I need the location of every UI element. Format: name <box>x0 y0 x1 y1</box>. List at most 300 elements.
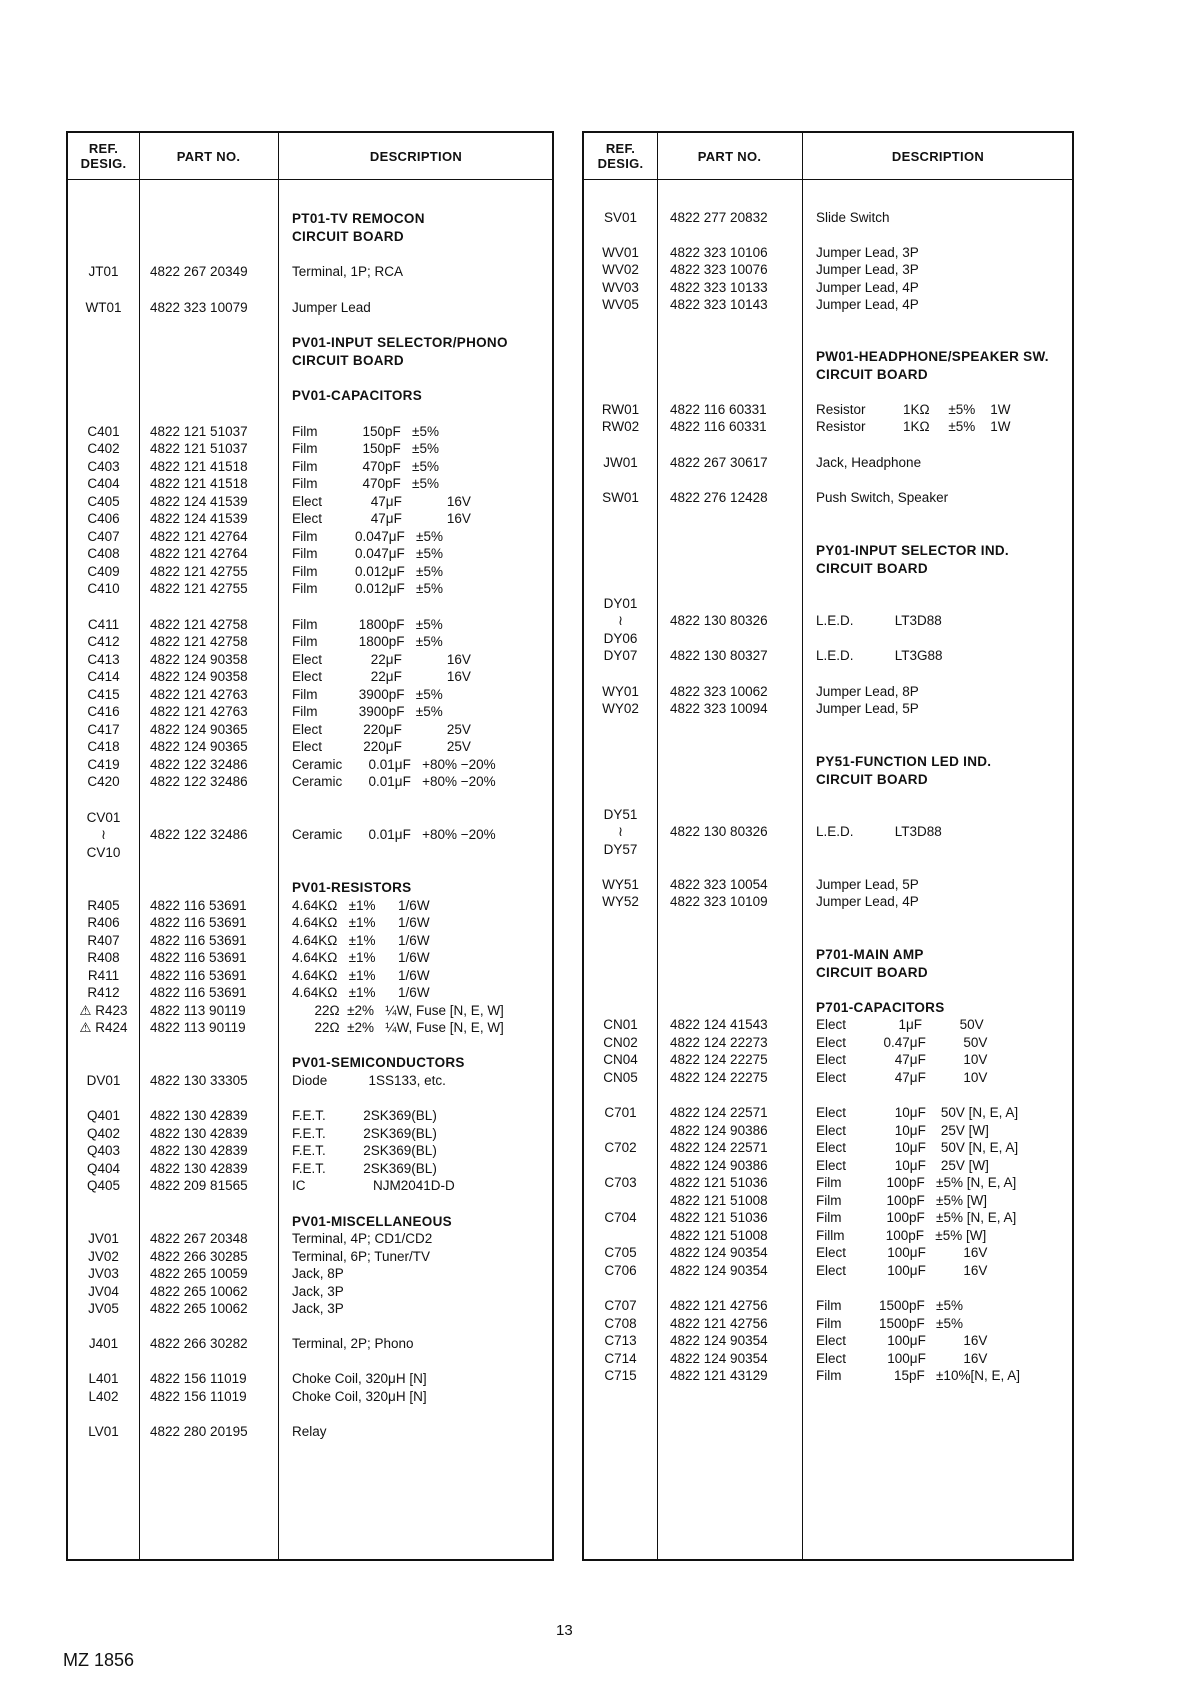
page-number: 13 <box>556 1622 573 1639</box>
description: F.E.T. 2SK369(BL) <box>292 1126 437 1141</box>
description: Slide Switch <box>816 210 890 225</box>
section-heading-row <box>68 334 552 352</box>
parts-row <box>584 1244 1072 1262</box>
parts-row <box>584 1157 1072 1175</box>
description: Elect 100μF 16V <box>816 1333 988 1348</box>
parts-row <box>584 454 1072 472</box>
ref-desig: C715 <box>604 1368 637 1383</box>
description: Elect 1μF 50V <box>816 1017 984 1032</box>
parts-row <box>584 401 1072 419</box>
description: Relay <box>292 1424 327 1439</box>
description: Film 150pF ±5% <box>292 424 439 439</box>
section-heading-row <box>584 366 1072 384</box>
description: Film 0.012μF ±5% <box>292 564 443 579</box>
parts-row <box>68 1283 552 1301</box>
section-heading: PV01-CAPACITORS <box>292 388 423 403</box>
part-number: 4822 124 90365 <box>150 722 248 737</box>
ref-desig: SV01 <box>603 210 638 225</box>
description: 4.64KΩ ±1% 1/6W <box>292 915 430 930</box>
ref-desig: C411 <box>87 617 120 632</box>
ref-desig: C409 <box>87 564 120 579</box>
ref-desig: C410 <box>87 581 120 596</box>
parts-row <box>584 1332 1072 1350</box>
part-number: 4822 124 90358 <box>150 669 248 684</box>
part-number: 4822 121 42758 <box>150 634 248 649</box>
description: Terminal, 4P; CD1/CD2 <box>292 1231 433 1246</box>
description: Elect 10μF 50V [N, E, A] <box>816 1105 1019 1120</box>
parts-row <box>584 244 1072 262</box>
parts-row <box>584 261 1072 279</box>
ref-desig: Q405 <box>86 1178 121 1193</box>
parts-row <box>584 876 1072 894</box>
ref-desig: SW01 <box>602 490 639 505</box>
parts-row <box>68 458 552 476</box>
parts-row <box>584 1034 1072 1052</box>
parts-row <box>68 949 552 967</box>
description: Jack, 8P <box>292 1266 344 1281</box>
parts-row <box>68 809 552 827</box>
part-number: 4822 121 42758 <box>150 617 248 632</box>
part-number: 4822 124 22275 <box>670 1052 768 1067</box>
parts-row <box>584 279 1072 297</box>
header-ref-desig: REF. DESIG. <box>80 141 127 171</box>
part-number: 4822 121 51036 <box>670 1175 768 1190</box>
description: Elect 100μF 16V <box>816 1263 988 1278</box>
part-number: 4822 121 42763 <box>150 687 248 702</box>
ref-desig: CN04 <box>603 1052 638 1067</box>
ref-desig: CV10 <box>86 845 121 860</box>
section-heading: PV01-RESISTORS <box>292 880 412 895</box>
ref-desig: RW01 <box>601 402 640 417</box>
part-number: 4822 266 30282 <box>150 1336 248 1351</box>
part-number: 4822 124 41539 <box>150 494 248 509</box>
part-number: 4822 323 10109 <box>670 894 768 909</box>
ref-desig: C418 <box>87 739 120 754</box>
parts-row <box>584 806 1072 824</box>
parts-row <box>68 773 552 791</box>
description: Choke Coil, 320μH [N] <box>292 1371 427 1386</box>
ref-desig: C415 <box>87 687 120 702</box>
parts-row <box>584 1139 1072 1157</box>
part-number: 4822 116 60331 <box>670 402 767 417</box>
parts-row <box>584 1262 1072 1280</box>
part-number: 4822 121 42764 <box>150 546 248 561</box>
part-number: 4822 116 53691 <box>150 950 247 965</box>
ref-desig: WV03 <box>602 280 639 295</box>
ref-desig: C708 <box>604 1316 637 1331</box>
part-number: 4822 121 51008 <box>670 1228 768 1243</box>
description: Film 1800pF ±5% <box>292 617 443 632</box>
parts-row <box>68 756 552 774</box>
part-number: 4822 323 10062 <box>670 684 768 699</box>
description: 4.64KΩ ±1% 1/6W <box>292 985 430 1000</box>
part-number: 4822 124 22571 <box>670 1140 768 1155</box>
parts-row <box>68 616 552 634</box>
section-heading-row <box>68 210 552 228</box>
section-heading: PY51-FUNCTION LED IND. <box>816 754 992 769</box>
ref-desig: L402 <box>88 1389 119 1404</box>
ref-desig: LV01 <box>88 1424 119 1439</box>
ref-desig: L401 <box>88 1371 119 1386</box>
parts-row <box>68 475 552 493</box>
ref-desig: C402 <box>87 441 120 456</box>
parts-row <box>584 893 1072 911</box>
left-parts-table <box>66 131 554 1561</box>
ref-desig: C714 <box>604 1351 637 1366</box>
section-heading: CIRCUIT BOARD <box>816 772 928 787</box>
description: Resistor 1KΩ ±5% 1W <box>816 402 1011 417</box>
part-number: 4822 124 22571 <box>670 1105 768 1120</box>
ref-desig: DY06 <box>603 631 638 646</box>
part-number: 4822 124 90354 <box>670 1333 768 1348</box>
ref-desig: R411 <box>87 968 120 983</box>
parts-row <box>68 1160 552 1178</box>
description: Jumper Lead <box>292 300 371 315</box>
section-heading: CIRCUIT BOARD <box>816 367 928 382</box>
description: Film 100pF ±5% [W] <box>816 1193 987 1208</box>
description: Elect 47μF 16V <box>292 494 471 509</box>
parts-row <box>68 738 552 756</box>
parts-row <box>68 897 552 915</box>
description: Jumper Lead, 4P <box>816 280 919 295</box>
ref-desig: C705 <box>604 1245 637 1260</box>
part-number: 4822 130 80327 <box>670 648 768 663</box>
description: L.E.D. LT3G88 <box>816 648 943 663</box>
description: Ceramic 0.01μF +80% −20% <box>292 757 496 772</box>
description: F.E.T. 2SK369(BL) <box>292 1143 437 1158</box>
part-number: 4822 124 90386 <box>670 1158 768 1173</box>
ref-desig: ≀ <box>100 827 107 842</box>
description: Terminal, 6P; Tuner/TV <box>292 1249 431 1264</box>
description: Terminal, 2P; Phono <box>292 1336 414 1351</box>
part-number: 4822 113 90119 <box>150 1003 246 1018</box>
ref-desig: C706 <box>604 1263 637 1278</box>
header-divider <box>68 179 552 180</box>
parts-row <box>584 1192 1072 1210</box>
ref-desig: JV03 <box>88 1266 119 1281</box>
ref-desig: DY01 <box>603 596 638 611</box>
parts-row <box>584 1051 1072 1069</box>
description: Jumper Lead, 3P <box>816 262 919 277</box>
part-number: 4822 121 41518 <box>150 476 248 491</box>
ref-desig: R407 <box>87 933 120 948</box>
parts-row <box>68 1423 552 1441</box>
description: 4.64KΩ ±1% 1/6W <box>292 968 430 983</box>
part-number: 4822 265 10062 <box>150 1301 248 1316</box>
part-number: 4822 124 90354 <box>670 1351 768 1366</box>
ref-desig: ≀ <box>617 824 624 839</box>
description: Push Switch, Speaker <box>816 490 949 505</box>
part-number: 4822 130 42839 <box>150 1126 248 1141</box>
part-number: 4822 124 90354 <box>670 1263 768 1278</box>
parts-row <box>584 1367 1072 1385</box>
part-number: 4822 323 10143 <box>670 297 768 312</box>
header-description: DESCRIPTION <box>891 148 985 164</box>
parts-row <box>584 1315 1072 1333</box>
parts-row <box>68 686 552 704</box>
parts-row <box>68 510 552 528</box>
ref-desig: WV05 <box>602 297 639 312</box>
part-number: 4822 124 90365 <box>150 739 248 754</box>
header-divider <box>584 179 1072 180</box>
description: Film 100pF ±5% [N, E, A] <box>816 1175 1017 1190</box>
ref-desig: R408 <box>87 950 120 965</box>
ref-desig: C713 <box>604 1333 637 1348</box>
part-number: 4822 323 10079 <box>150 300 248 315</box>
parts-row <box>584 1122 1072 1140</box>
parts-row <box>68 967 552 985</box>
description: Film 3900pF ±5% <box>292 687 443 702</box>
ref-desig: C704 <box>604 1210 637 1225</box>
parts-row <box>584 1227 1072 1245</box>
ref-desig: C420 <box>87 774 120 789</box>
parts-row <box>584 595 1072 613</box>
description: Ceramic 0.01μF +80% −20% <box>292 774 496 789</box>
parts-row <box>68 263 552 281</box>
description: Jumper Lead, 5P <box>816 701 919 716</box>
section-heading-row <box>584 964 1072 982</box>
description: Elect 0.47μF 50V <box>816 1035 988 1050</box>
parts-row <box>68 563 552 581</box>
section-heading-row <box>68 387 552 405</box>
description: Film 150pF ±5% <box>292 441 439 456</box>
section-heading: P701-MAIN AMP <box>816 947 924 962</box>
ref-desig: RW02 <box>601 419 640 434</box>
description: Elect 10μF 25V [W] <box>816 1123 989 1138</box>
ref-desig: C707 <box>604 1298 637 1313</box>
part-number: 4822 121 42763 <box>150 704 248 719</box>
description: Jumper Lead, 3P <box>816 245 919 260</box>
header-description: DESCRIPTION <box>369 148 463 164</box>
section-heading: CIRCUIT BOARD <box>816 561 928 576</box>
description: Diode 1SS133, etc. <box>292 1073 446 1088</box>
description: IC NJM2041D-D <box>292 1178 455 1193</box>
ref-desig: ⚠ R424 <box>79 1020 128 1035</box>
parts-row <box>584 700 1072 718</box>
ref-desig: WV01 <box>602 245 639 260</box>
ref-desig: DY57 <box>603 842 638 857</box>
part-number: 4822 156 11019 <box>150 1371 247 1386</box>
ref-desig: C406 <box>87 511 120 526</box>
parts-row <box>68 668 552 686</box>
ref-desig: WY01 <box>602 684 639 699</box>
ref-desig: C412 <box>87 634 120 649</box>
parts-row <box>584 1209 1072 1227</box>
description: Ceramic 0.01μF +80% −20% <box>292 827 496 842</box>
parts-row <box>584 209 1072 227</box>
section-heading: PV01-INPUT SELECTOR/PHONO <box>292 335 508 350</box>
right-parts-table <box>582 131 1074 1561</box>
ref-desig: DV01 <box>86 1073 121 1088</box>
ref-desig: WY51 <box>602 877 639 892</box>
section-heading: PW01-HEADPHONE/SPEAKER SW. <box>816 349 1049 364</box>
parts-row <box>68 299 552 317</box>
parts-row <box>68 932 552 950</box>
ref-desig: JV01 <box>88 1231 119 1246</box>
description: Elect 100μF 16V <box>816 1351 988 1366</box>
ref-desig: Q403 <box>86 1143 121 1158</box>
ref-desig: JV04 <box>88 1284 119 1299</box>
part-number: 4822 209 81565 <box>150 1178 248 1193</box>
description: Film 1800pF ±5% <box>292 634 443 649</box>
part-number: 4822 121 41518 <box>150 459 248 474</box>
part-number: 4822 276 12428 <box>670 490 768 505</box>
section-heading: CIRCUIT BOARD <box>816 965 928 980</box>
description: Choke Coil, 320μH [N] <box>292 1389 427 1404</box>
parts-row <box>68 1335 552 1353</box>
part-number: 4822 323 10106 <box>670 245 768 260</box>
section-heading-row <box>68 1213 552 1231</box>
parts-row <box>584 823 1072 841</box>
parts-row <box>68 1265 552 1283</box>
description: Elect 47μF 10V <box>816 1052 988 1067</box>
parts-row <box>584 489 1072 507</box>
description: 4.64KΩ ±1% 1/6W <box>292 933 430 948</box>
parts-row <box>68 580 552 598</box>
section-heading: P701-CAPACITORS <box>816 1000 945 1015</box>
parts-row <box>68 1230 552 1248</box>
ref-desig: WT01 <box>85 300 122 315</box>
part-number: 4822 113 90119 <box>150 1020 246 1035</box>
parts-row <box>584 296 1072 314</box>
parts-row <box>68 1300 552 1318</box>
part-number: 4822 124 90358 <box>150 652 248 667</box>
part-number: 4822 116 53691 <box>150 933 247 948</box>
part-number: 4822 267 20348 <box>150 1231 248 1246</box>
description: Elect 220μF 25V <box>292 739 471 754</box>
ref-desig: WY52 <box>602 894 639 909</box>
ref-desig: C404 <box>87 476 120 491</box>
document-code: MZ 1856 <box>63 1650 135 1670</box>
ref-desig: ⚠ R423 <box>79 1003 128 1018</box>
description: F.E.T. 2SK369(BL) <box>292 1108 437 1123</box>
description: Film 0.047μF ±5% <box>292 529 443 544</box>
parts-row <box>68 721 552 739</box>
section-heading-row <box>584 999 1072 1017</box>
ref-desig: WV02 <box>602 262 639 277</box>
ref-desig: C414 <box>87 669 120 684</box>
ref-desig: J401 <box>88 1336 119 1351</box>
ref-desig: JV05 <box>88 1301 119 1316</box>
description: 22Ω ±2% ¼W, Fuse [N, E, W] <box>292 1020 504 1035</box>
parts-row <box>584 630 1072 648</box>
ref-desig: DY51 <box>603 807 638 822</box>
parts-row <box>584 647 1072 665</box>
parts-row <box>68 1248 552 1266</box>
ref-desig: Q401 <box>86 1108 121 1123</box>
parts-row <box>584 841 1072 859</box>
parts-row <box>68 1002 552 1020</box>
description: Film 1500pF ±5% <box>816 1316 963 1331</box>
description: Film 15pF ±10%[N, E, A] <box>816 1368 1020 1383</box>
part-number: 4822 116 53691 <box>150 915 247 930</box>
ref-desig: CV01 <box>86 810 121 825</box>
parts-row <box>68 423 552 441</box>
parts-row <box>68 1072 552 1090</box>
parts-row <box>68 1107 552 1125</box>
part-number: 4822 121 42755 <box>150 581 248 596</box>
parts-row <box>68 1125 552 1143</box>
description: 4.64KΩ ±1% 1/6W <box>292 898 430 913</box>
part-number: 4822 267 20349 <box>150 264 248 279</box>
part-number: 4822 267 30617 <box>670 455 768 470</box>
header-part-no: PART NO. <box>697 148 762 164</box>
description: L.E.D. LT3D88 <box>816 824 942 839</box>
description: Jumper Lead, 8P <box>816 684 919 699</box>
part-number: 4822 266 30285 <box>150 1249 248 1264</box>
parts-row <box>68 528 552 546</box>
ref-desig: C413 <box>87 652 120 667</box>
description: Film 470pF ±5% <box>292 459 439 474</box>
header-part-no: PART NO. <box>176 148 241 164</box>
part-number: 4822 124 90354 <box>670 1245 768 1260</box>
parts-row <box>584 612 1072 630</box>
ref-desig: C401 <box>87 424 120 439</box>
ref-desig: JV02 <box>88 1249 119 1264</box>
part-number: 4822 130 80326 <box>670 824 768 839</box>
part-number: 4822 122 32486 <box>150 774 248 789</box>
description: F.E.T. 2SK369(BL) <box>292 1161 437 1176</box>
parts-row <box>584 418 1072 436</box>
description: Elect 10μF 50V [N, E, A] <box>816 1140 1019 1155</box>
section-heading-row <box>68 352 552 370</box>
description: 22Ω ±2% ¼W, Fuse [N, E, W] <box>292 1003 504 1018</box>
part-number: 4822 121 51037 <box>150 424 248 439</box>
ref-desig: CN01 <box>603 1017 638 1032</box>
description: Terminal, 1P; RCA <box>292 264 404 279</box>
section-heading: PV01-SEMICONDUCTORS <box>292 1055 465 1070</box>
ref-desig: R405 <box>87 898 120 913</box>
ref-desig: C407 <box>87 529 120 544</box>
part-number: 4822 130 80326 <box>670 613 768 628</box>
section-heading-row <box>584 348 1072 366</box>
part-number: 4822 265 10059 <box>150 1266 248 1281</box>
parts-row <box>584 1016 1072 1034</box>
ref-desig: R412 <box>87 985 120 1000</box>
description: Film 0.047μF ±5% <box>292 546 443 561</box>
section-heading-row <box>68 228 552 246</box>
parts-row <box>68 545 552 563</box>
description: L.E.D. LT3D88 <box>816 613 942 628</box>
section-heading-row <box>584 946 1072 964</box>
part-number: 4822 130 42839 <box>150 1161 248 1176</box>
section-heading: PV01-MISCELLANEOUS <box>292 1214 452 1229</box>
part-number: 4822 323 10094 <box>670 701 768 716</box>
parts-row <box>68 1019 552 1037</box>
section-heading-row <box>584 753 1072 771</box>
part-number: 4822 121 51036 <box>670 1210 768 1225</box>
description: Film 0.012μF ±5% <box>292 581 443 596</box>
part-number: 4822 121 42764 <box>150 529 248 544</box>
part-number: 4822 156 11019 <box>150 1389 247 1404</box>
section-heading: PY01-INPUT SELECTOR IND. <box>816 543 1009 558</box>
ref-desig: Q402 <box>86 1126 121 1141</box>
parts-row <box>68 1177 552 1195</box>
section-heading: CIRCUIT BOARD <box>292 353 404 368</box>
part-number: 4822 124 22275 <box>670 1070 768 1085</box>
part-number: 4822 121 42756 <box>670 1298 768 1313</box>
parts-row <box>584 1104 1072 1122</box>
part-number: 4822 116 53691 <box>150 985 247 1000</box>
description: Resistor 1KΩ ±5% 1W <box>816 419 1011 434</box>
parts-row <box>68 826 552 844</box>
part-number: 4822 121 42756 <box>670 1316 768 1331</box>
ref-desig: C417 <box>87 722 120 737</box>
ref-desig: JW01 <box>603 455 638 470</box>
description: Elect 100μF 16V <box>816 1245 988 1260</box>
part-number: 4822 124 22273 <box>670 1035 768 1050</box>
part-number: 4822 265 10062 <box>150 1284 248 1299</box>
